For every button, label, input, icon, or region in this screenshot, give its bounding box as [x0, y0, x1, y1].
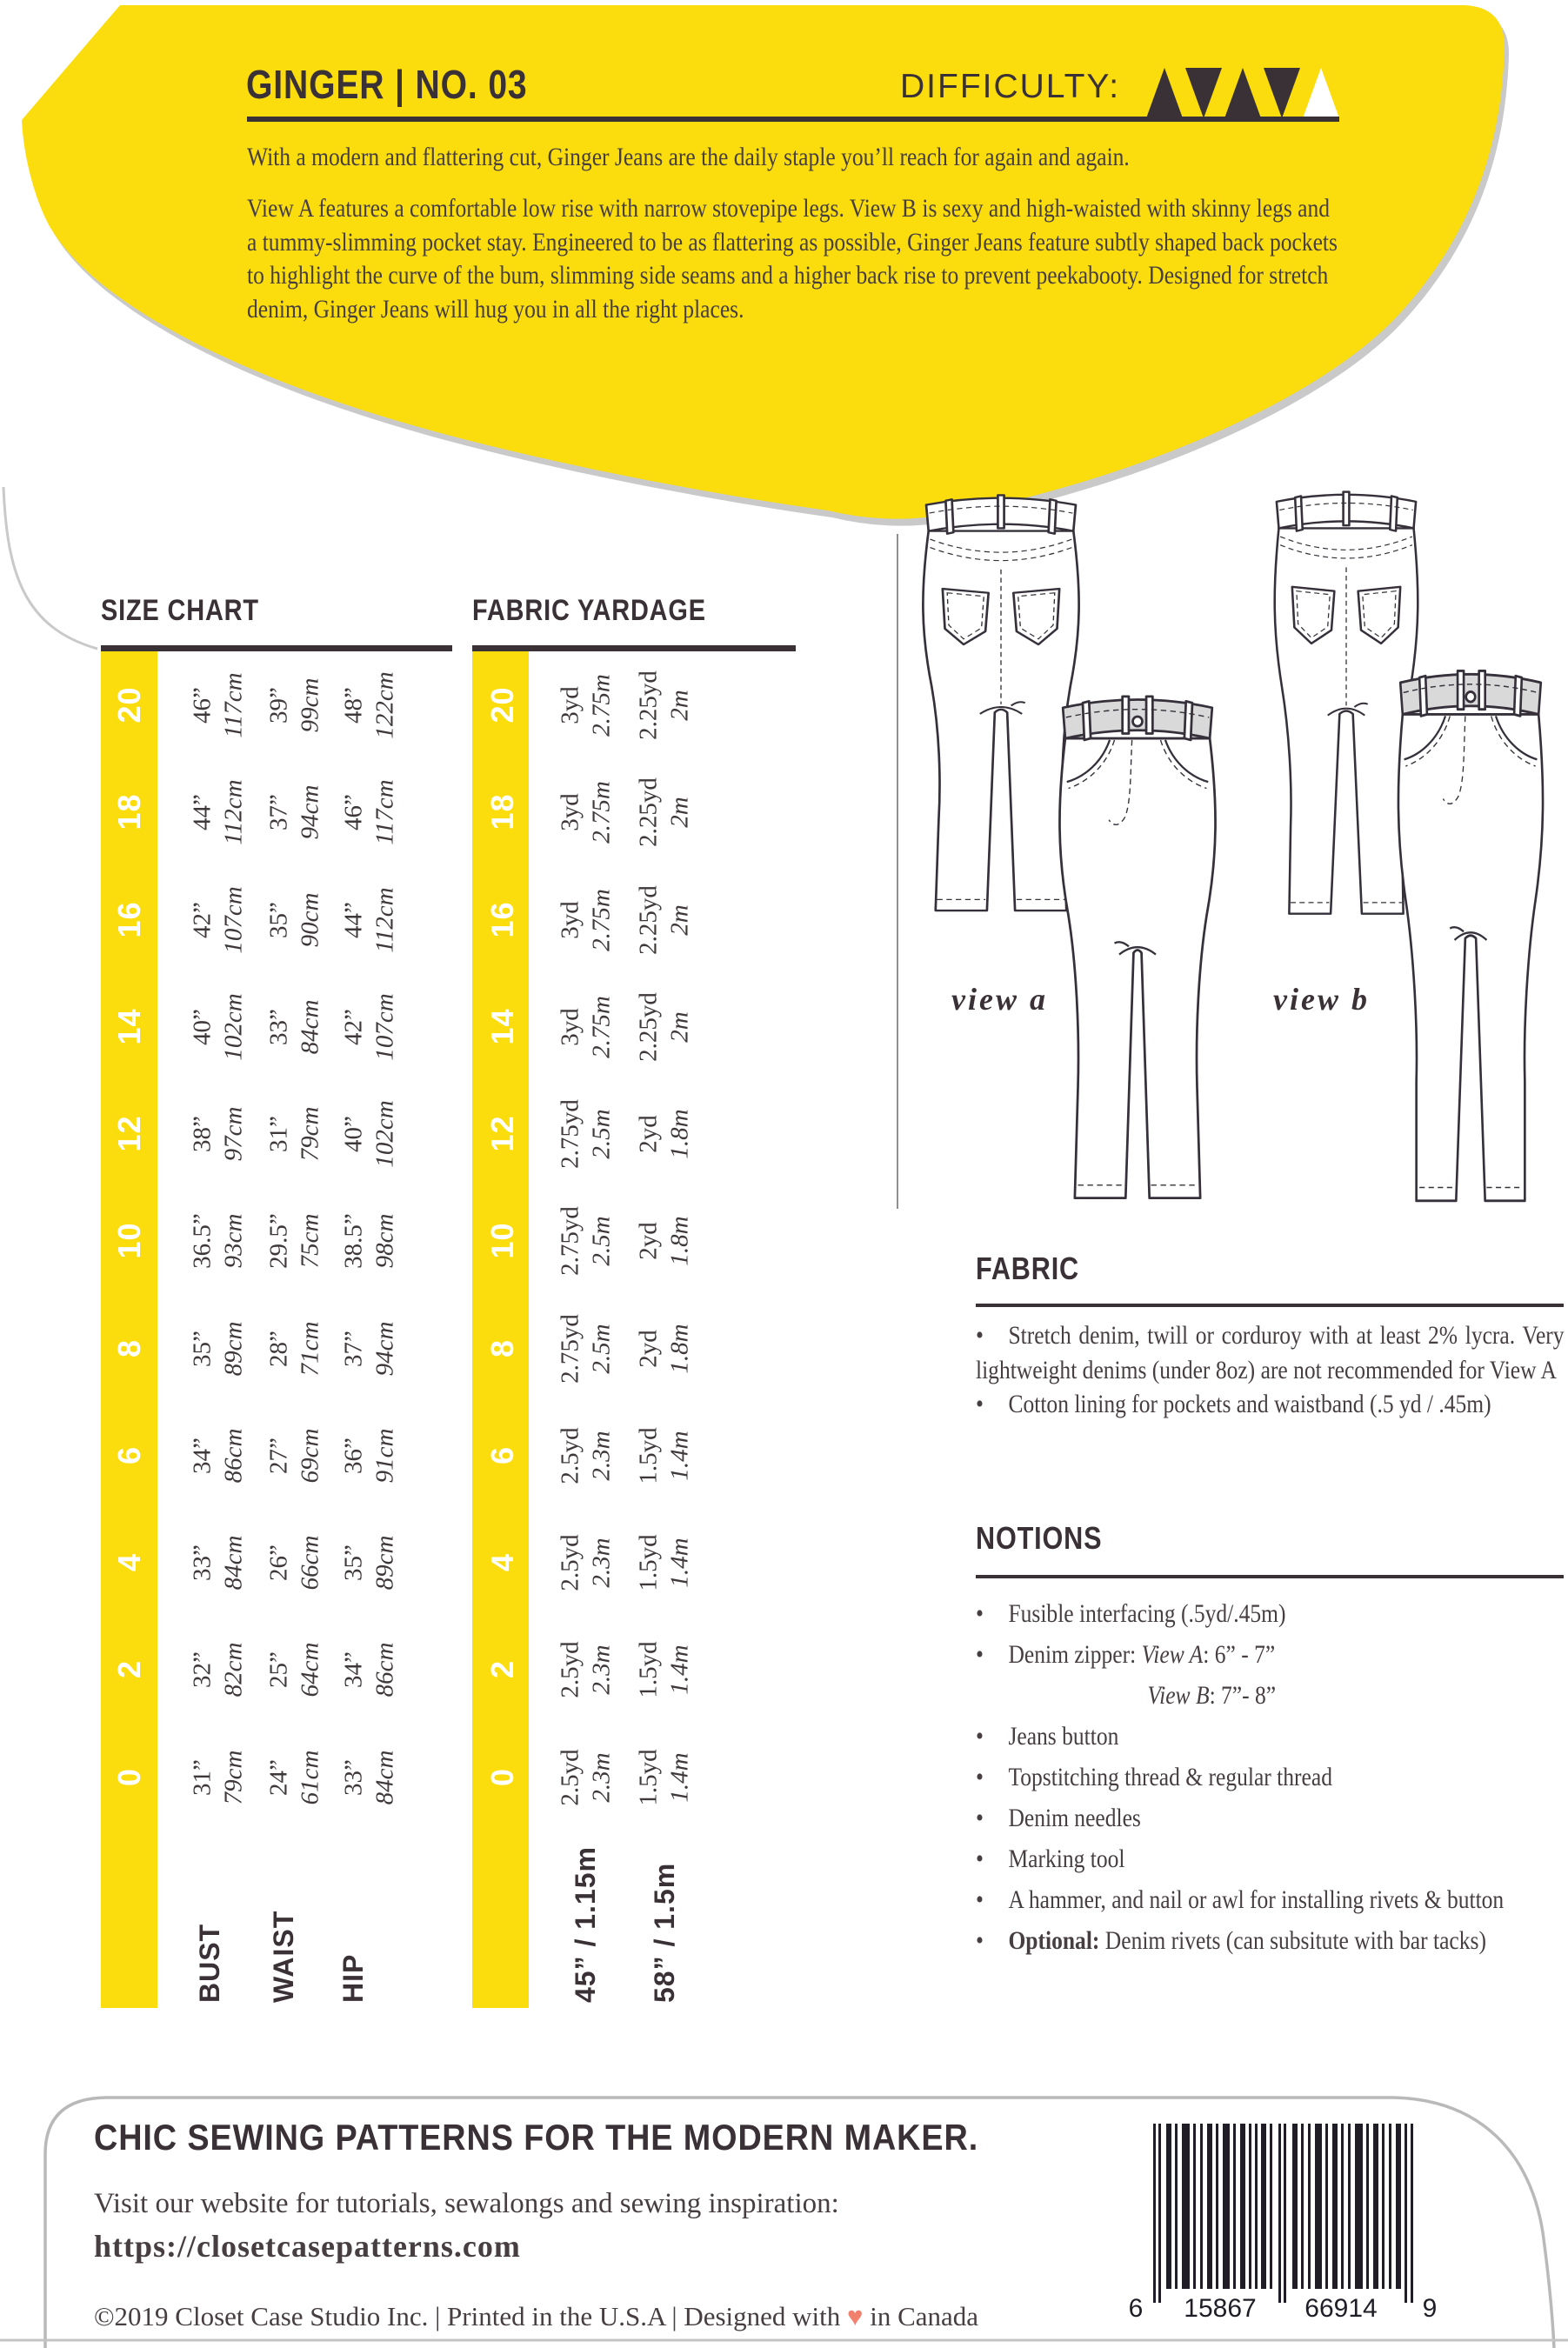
bust-in: 36.5” [188, 1213, 217, 1269]
header-divider [247, 117, 1339, 122]
size-label: 6 [110, 1445, 147, 1465]
hip-cell [337, 1510, 403, 1617]
bust-in: 46” [188, 687, 217, 724]
bullet-icon: • [976, 1640, 984, 1669]
hip-cm: 117cm [370, 779, 399, 845]
fabric-bullet-2: • Cotton lining for pockets and waistband (.5 yd / .45m) [976, 1387, 1565, 1422]
yardage-58-cell [631, 1403, 697, 1510]
hip-cell [337, 1617, 403, 1724]
yardage-yd: 1.5yd [634, 1641, 663, 1698]
yardage-m: 1.4m [665, 1538, 694, 1588]
hip-cm: 84cm [370, 1750, 399, 1805]
yardage-yd: 3yd [556, 686, 584, 724]
yardage-yd: 1.5yd [634, 1534, 663, 1591]
hip-cell [337, 759, 403, 866]
triangle-up-empty-icon [1303, 68, 1339, 118]
waist-cm: 64cm [296, 1642, 324, 1698]
hip-label: HIP [337, 1953, 369, 2003]
notion-item: • Jeans button [976, 1719, 1565, 1754]
waist-cm: 94cm [296, 784, 324, 840]
bullet-icon: • [976, 1390, 984, 1418]
yardage-yd: 3yd [556, 901, 584, 939]
yardage-58-cell [631, 652, 697, 759]
yardage-yd: 2yd [634, 1222, 663, 1260]
hip-in: 36” [339, 1437, 368, 1474]
waist-cell [262, 1296, 328, 1403]
waist-cm: 79cm [296, 1106, 324, 1162]
yardage-yd: 2.25yd [634, 885, 663, 955]
hip-cm: 86cm [370, 1642, 399, 1698]
hip-cell [337, 1296, 403, 1403]
waist-in: 39” [264, 687, 293, 724]
bullet-icon: • [976, 1926, 984, 1955]
yardage-m: 2.75m [587, 781, 616, 844]
bust-cell [185, 974, 251, 1081]
waist-cm: 69cm [296, 1428, 324, 1484]
yardage-yd: 2yd [634, 1330, 663, 1368]
bust-cm: 102cm [219, 993, 248, 1061]
footer-visit-line: Visit our website for tutorials, sewalongs and sewing inspiration: [94, 2188, 839, 2219]
triangle-up-filled-icon [1146, 68, 1183, 118]
waist-label: WAIST [267, 1910, 299, 2003]
bust-cm: 84cm [219, 1535, 248, 1591]
yardage-45-cell [553, 759, 619, 866]
hip-in: 38.5” [339, 1213, 368, 1269]
footer-tagline: CHIC SEWING PATTERNS FOR THE MODERN MAKER. [94, 2117, 979, 2158]
bust-cm: 93cm [219, 1213, 248, 1269]
size-label: 2 [110, 1659, 147, 1679]
bust-cell [185, 652, 251, 759]
size-label: 18 [110, 793, 147, 830]
waist-in: 31” [264, 1116, 293, 1152]
yardage-m: 2.75m [587, 674, 616, 737]
yardage-m: 2.5m [587, 1109, 616, 1159]
yardage-yd: 2.75yd [556, 1314, 584, 1384]
yardage-yd: 2.5yd [556, 1641, 584, 1698]
yardage-yd: 2.75yd [556, 1099, 584, 1169]
yardage-m: 2.75m [587, 889, 616, 951]
triangle-down-filled-icon [1185, 68, 1222, 118]
barcode-bars [1153, 2124, 1413, 2303]
notion-item: • Marking tool [976, 1842, 1565, 1877]
barcode [1122, 2118, 1444, 2323]
waist-in: 24” [264, 1759, 293, 1796]
size-label: 16 [110, 901, 147, 938]
difficulty-label: DIFFICULTY: [900, 68, 1121, 105]
yardage-m: 2.3m [587, 1538, 616, 1588]
yardage-58-cell [631, 974, 697, 1081]
yardage-45-cell [553, 1617, 619, 1724]
waist-cm: 71cm [296, 1321, 324, 1377]
notion-item: • Denim zipper: View A: 6” - 7” [976, 1638, 1565, 1672]
bullet-icon: • [976, 1722, 984, 1751]
waist-cell [262, 974, 328, 1081]
hip-cell [337, 652, 403, 759]
barcode-digit-group: 6 [1128, 2294, 1144, 2323]
difficulty-rating-icon [1146, 66, 1342, 120]
hip-cell [337, 1188, 403, 1295]
bust-cell [185, 759, 251, 866]
notions-section-title: NOTIONS [976, 1520, 1103, 1556]
hip-cm: 107cm [370, 993, 399, 1061]
size-label: 10 [484, 1222, 520, 1259]
yardage-m: 2.75m [587, 996, 616, 1058]
bullet-icon: • [976, 1885, 984, 1914]
hip-in: 48” [339, 687, 368, 724]
bust-cm: 79cm [219, 1750, 248, 1805]
yardage-58-cell [631, 1188, 697, 1295]
footer-copyright: ©2019 Closet Case Studio Inc. | Printed in the U.S.A | Designed with ♥ in Canada [94, 2301, 979, 2331]
size-label: 16 [484, 901, 520, 938]
hip-cm: 112cm [370, 887, 399, 953]
view-b-label: view b [1273, 982, 1370, 1017]
fabric-yardage-title: FABRIC YARDAGE [472, 594, 706, 627]
size-label: 6 [484, 1445, 520, 1465]
size-label: 18 [484, 793, 520, 830]
size-label: 12 [484, 1115, 520, 1152]
yardage-45-cell [553, 652, 619, 759]
yardage-yd: 2.25yd [634, 670, 663, 740]
yardage-yd: 2.5yd [556, 1534, 584, 1591]
hip-cell [337, 974, 403, 1081]
yardage-m: 2.3m [587, 1644, 616, 1695]
yardage-yd: 2.25yd [634, 777, 663, 847]
bust-cell [185, 1617, 251, 1724]
bust-cm: 97cm [219, 1106, 248, 1162]
bust-in: 42” [188, 902, 217, 938]
waist-cell [262, 1188, 328, 1295]
page-title: GINGER | NO. 03 [246, 62, 528, 107]
size-label: 0 [484, 1767, 520, 1787]
waist-cm: 66cm [296, 1535, 324, 1591]
size-chart-title: SIZE CHART [101, 594, 259, 627]
yardage-m: 1.8m [665, 1216, 694, 1266]
yardage-m: 2m [665, 1011, 694, 1043]
yardage-m: 1.4m [665, 1752, 694, 1803]
bust-cell [185, 867, 251, 974]
hip-cell [337, 1081, 403, 1188]
waist-cell [262, 867, 328, 974]
size-label: 12 [110, 1115, 147, 1152]
waist-in: 33” [264, 1009, 293, 1045]
bust-cm: 86cm [219, 1428, 248, 1484]
waist-in: 28” [264, 1331, 293, 1367]
waist-cell [262, 1403, 328, 1510]
bullet-icon: • [976, 1599, 984, 1628]
hip-in: 33” [339, 1759, 368, 1796]
hip-in: 37” [339, 1331, 368, 1367]
yardage-58-cell [631, 867, 697, 974]
yardage-yd: 2.5yd [556, 1427, 584, 1484]
yardage-m: 2.3m [587, 1431, 616, 1481]
waist-cell [262, 1617, 328, 1724]
column-divider [897, 534, 898, 1209]
yardage-yd: 2.5yd [556, 1749, 584, 1806]
hip-in: 40” [339, 1116, 368, 1152]
view-a-label: view a [951, 982, 1048, 1017]
hip-cell [337, 1403, 403, 1510]
waist-cm: 61cm [296, 1750, 324, 1805]
barcode-digit-group: 9 [1422, 2294, 1438, 2323]
bust-cell [185, 1296, 251, 1403]
hip-cm: 122cm [370, 671, 399, 739]
width-58-label: 58” / 1.5m [648, 1862, 680, 2003]
waist-cm: 90cm [296, 892, 324, 948]
heart-icon: ♥ [847, 2301, 864, 2331]
waist-cm: 84cm [296, 999, 324, 1055]
size-label: 0 [110, 1767, 147, 1787]
waist-cell [262, 1081, 328, 1188]
waist-in: 29.5” [264, 1213, 293, 1269]
size-label: 14 [110, 1008, 147, 1045]
yardage-yd: 2.75yd [556, 1206, 584, 1276]
intro-paragraph-2: View A features a comfortable low rise with narrow stovepipe legs. View B is sexy and high-waisted with skinny legs and a tummy-slimming pocket stay. Engineered to be as flattering as possible, Ginger Jeans feature subtly shaped back pockets to highlight the curve of the bum, slimming side seams and a higher back rise to prevent peekabooty. Designed for stretch denim, Ginger Jeans will hug you in all the right places. [247, 194, 1338, 324]
bust-cm: 112cm [219, 779, 248, 845]
size-label: 2 [484, 1659, 520, 1679]
barcode-digit-group: 66914 [1304, 2294, 1378, 2323]
waist-cm: 75cm [296, 1213, 324, 1269]
yardage-45-cell [553, 1403, 619, 1510]
fabric-yardage-rule [472, 645, 796, 651]
yardage-45-cell [553, 867, 619, 974]
bust-in: 34” [188, 1437, 217, 1474]
hip-in: 34” [339, 1651, 368, 1688]
bust-in: 38” [188, 1116, 217, 1152]
footer-url: https://closetcasepatterns.com [94, 2229, 521, 2264]
notion-item-continuation: View B: 7”- 8” [1147, 1681, 1277, 1710]
fabric-bullet-1: • Stretch denim, twill or corduroy with at least 2% lycra. Very lightweight denims (under 8oz) are not recommended for View A [976, 1318, 1565, 1387]
jeans-view-b-front-illustration [1383, 659, 1558, 1219]
yardage-m: 1.8m [665, 1324, 694, 1374]
yardage-m: 1.4m [665, 1644, 694, 1695]
yardage-yd: 1.5yd [634, 1427, 663, 1484]
size-label: 20 [484, 686, 520, 724]
notion-item: • Optional: Denim rivets (can subsitute with bar tacks) [976, 1924, 1565, 1958]
yardage-m: 2.5m [587, 1324, 616, 1374]
yardage-yd: 2.25yd [634, 992, 663, 1062]
width-45-label: 45” / 1.15m [569, 1846, 601, 2003]
bust-cell [185, 1403, 251, 1510]
triangle-up-filled-icon [1224, 68, 1261, 118]
size-label: 14 [484, 1008, 520, 1045]
bullet-icon: • [976, 1763, 984, 1791]
bust-cm: 82cm [219, 1642, 248, 1698]
yardage-58-cell [631, 759, 697, 866]
jeans-view-a-front-illustration [1046, 684, 1229, 1216]
bust-in: 31” [188, 1759, 217, 1796]
size-label: 8 [484, 1338, 520, 1358]
yardage-m: 2.5m [587, 1216, 616, 1266]
fabric-section-title: FABRIC [976, 1251, 1079, 1286]
yardage-45-cell [553, 1081, 619, 1188]
yardage-m: 2m [665, 797, 694, 828]
bullet-icon: • [976, 1321, 984, 1350]
waist-in: 27” [264, 1437, 293, 1474]
notions-section-rule [976, 1575, 1564, 1578]
bust-cm: 107cm [219, 886, 248, 954]
yardage-yd: 2yd [634, 1115, 663, 1153]
intro-paragraph-1: With a modern and flattering cut, Ginger Jeans are the daily staple you’ll reach for again and again. [247, 143, 1130, 171]
yardage-m: 1.8m [665, 1109, 694, 1159]
hip-cell [337, 867, 403, 974]
bullet-icon: • [976, 1804, 984, 1832]
notion-item: • Fusible interfacing (.5yd/.45m) [976, 1597, 1565, 1631]
bust-in: 44” [188, 794, 217, 830]
yardage-m: 1.4m [665, 1431, 694, 1481]
bust-in: 35” [188, 1331, 217, 1367]
yardage-yd: 3yd [556, 1008, 584, 1046]
waist-in: 26” [264, 1544, 293, 1581]
yardage-58-cell [631, 1510, 697, 1617]
yardage-58-cell [631, 1296, 697, 1403]
bust-in: 32” [188, 1651, 217, 1688]
notion-item: • A hammer, and nail or awl for installing rivets & button [976, 1883, 1565, 1918]
fabric-section-rule [976, 1304, 1564, 1307]
yardage-58-cell [631, 1081, 697, 1188]
hip-in: 44” [339, 902, 368, 938]
yardage-45-cell [553, 1296, 619, 1403]
yardage-58-cell [631, 1617, 697, 1724]
bust-cell [185, 1188, 251, 1295]
bullet-icon: • [976, 1844, 984, 1873]
envelope-edge-curve [0, 470, 104, 661]
bust-in: 33” [188, 1544, 217, 1581]
waist-cell [262, 1510, 328, 1617]
hip-cm: 89cm [370, 1535, 399, 1591]
waist-in: 35” [264, 902, 293, 938]
hip-in: 35” [339, 1544, 368, 1581]
bust-cell [185, 1510, 251, 1617]
waist-cell [262, 759, 328, 866]
bust-label: BUST [193, 1923, 225, 2003]
waist-in: 25” [264, 1651, 293, 1688]
hip-cm: 98cm [370, 1213, 399, 1269]
waist-cm: 99cm [296, 677, 324, 733]
yardage-m: 2m [665, 690, 694, 721]
size-label: 4 [110, 1552, 147, 1572]
waist-in: 37” [264, 794, 293, 830]
yardage-m: 2m [665, 904, 694, 936]
yardage-yd: 1.5yd [634, 1749, 663, 1806]
barcode-digit-group: 15867 [1184, 2294, 1257, 2323]
yardage-yd: 3yd [556, 793, 584, 831]
yardage-45-cell [553, 1188, 619, 1295]
size-label: 10 [110, 1222, 147, 1259]
yardage-45-cell [553, 974, 619, 1081]
yardage-m: 2.3m [587, 1752, 616, 1803]
size-label: 4 [484, 1552, 520, 1572]
notion-item: • Denim needles [976, 1801, 1565, 1836]
bust-cell [185, 1081, 251, 1188]
hip-in: 42” [339, 1009, 368, 1045]
hip-cm: 91cm [370, 1428, 399, 1484]
size-label: 20 [110, 686, 147, 724]
size-label: 8 [110, 1338, 147, 1358]
yardage-45-cell [553, 1510, 619, 1617]
bust-cm: 117cm [219, 672, 248, 738]
bust-cm: 89cm [219, 1321, 248, 1377]
hip-cm: 102cm [370, 1100, 399, 1168]
hip-cm: 94cm [370, 1321, 399, 1377]
size-chart-rule [101, 645, 452, 651]
hip-in: 46” [339, 794, 368, 830]
bust-in: 40” [188, 1009, 217, 1045]
waist-cell [262, 652, 328, 759]
triangle-down-filled-icon [1264, 68, 1300, 118]
notion-item: • Topstitching thread & regular thread [976, 1760, 1565, 1795]
